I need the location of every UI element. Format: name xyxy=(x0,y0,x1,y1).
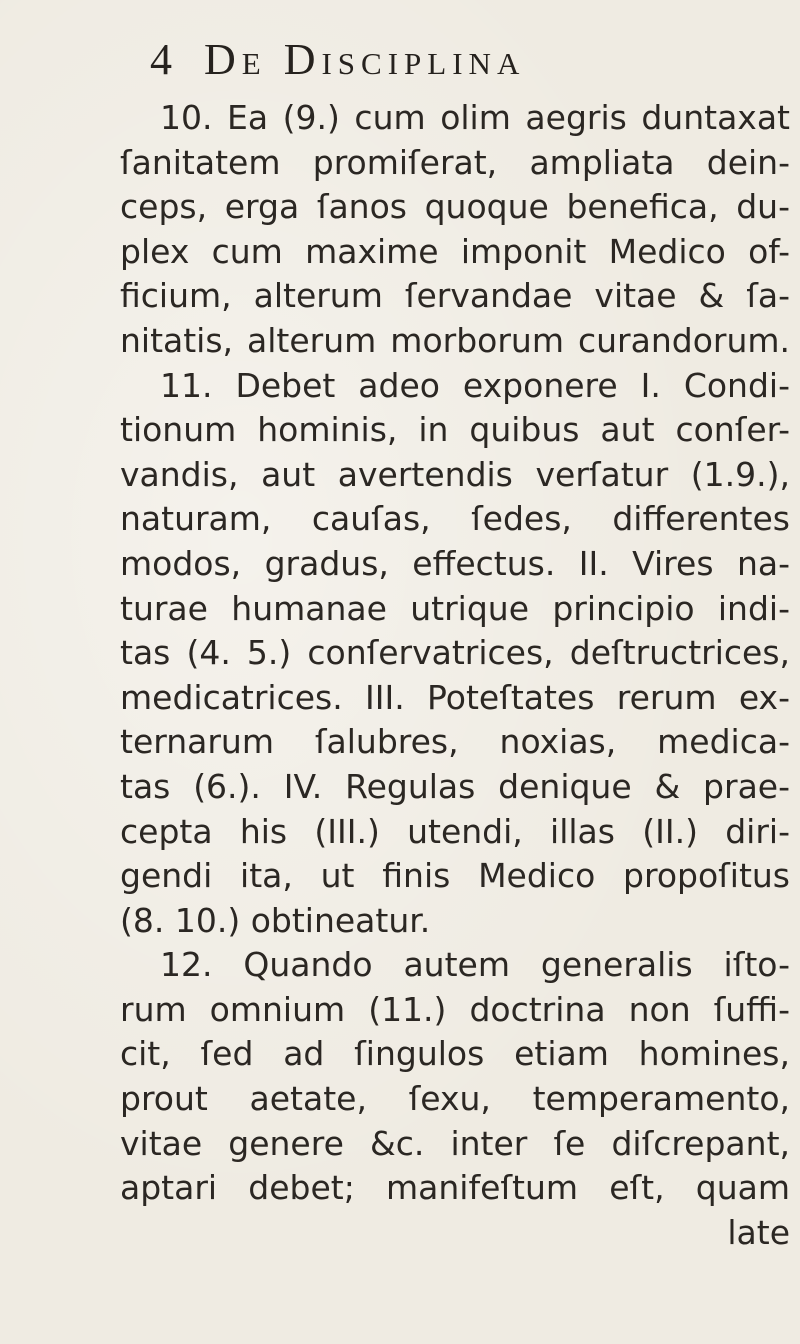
body-text xyxy=(120,96,790,1255)
text-line: ſanitatem promiſerat, ampliata dein- xyxy=(120,142,790,182)
text-line: vitae genere &c. inter ſe diſcrepant, xyxy=(120,1123,790,1163)
running-title: De Disciplina xyxy=(204,35,526,84)
text-line: naturam, cauſas, ſedes, differentes xyxy=(120,499,790,539)
text-line: tionum hominis, in quibus aut conſer- xyxy=(120,410,790,450)
text-line: modos, gradus, effectus. II. Vires na- xyxy=(120,543,790,583)
text-line: plex cum maxime imponit Medico of- xyxy=(120,231,790,271)
text-line: tas (6.). IV. Regulas denique & prae- xyxy=(120,766,790,806)
text-line: tas (4. 5.) conſervatrices, deſtructrices, xyxy=(120,633,790,673)
text-line: turae humanae utrique principio indi- xyxy=(120,588,790,628)
text-line: cit, ſed ad ſingulos etiam homines, xyxy=(120,1034,790,1074)
text-line: vandis, aut avertendis verſatur (1.9.), xyxy=(120,454,790,494)
text-line: aptari debet; manifeſtum eſt, quam xyxy=(120,1168,790,1208)
page-number: 4 xyxy=(150,35,172,84)
text-line: ternarum ſalubres, noxias, medica- xyxy=(120,722,790,762)
text-line: nitatis, alterum morborum curandorum. xyxy=(120,320,790,360)
text-line: gendi ita, ut finis Medico propoſitus xyxy=(120,856,790,896)
text-line: prout aetate, ſexu, temperamento, xyxy=(120,1079,790,1119)
text-line: 12. Quando autem generalis iſto- xyxy=(160,945,790,985)
text-line: 10. Ea (9.) cum olim aegris duntaxat xyxy=(160,98,790,137)
text-line: ceps, erga ſanos quoque benefica, du- xyxy=(120,187,790,227)
text-line: cepta his (III.) utendi, illas (II.) diri- xyxy=(120,811,790,851)
text-line: 11. Debet adeo exponere I. Condi- xyxy=(160,365,790,405)
text-line: rum omnium (11.) doctrina non ſuffi- xyxy=(120,989,790,1029)
running-head xyxy=(150,30,710,90)
text-line: (8. 10.) obtineatur. xyxy=(120,900,431,940)
text-line: medicatrices. III. Poteſtates rerum ex- xyxy=(120,677,790,717)
catchword: late xyxy=(727,1212,790,1252)
text-line: ficium, alterum ſervandae vitae & ſa- xyxy=(120,276,790,316)
